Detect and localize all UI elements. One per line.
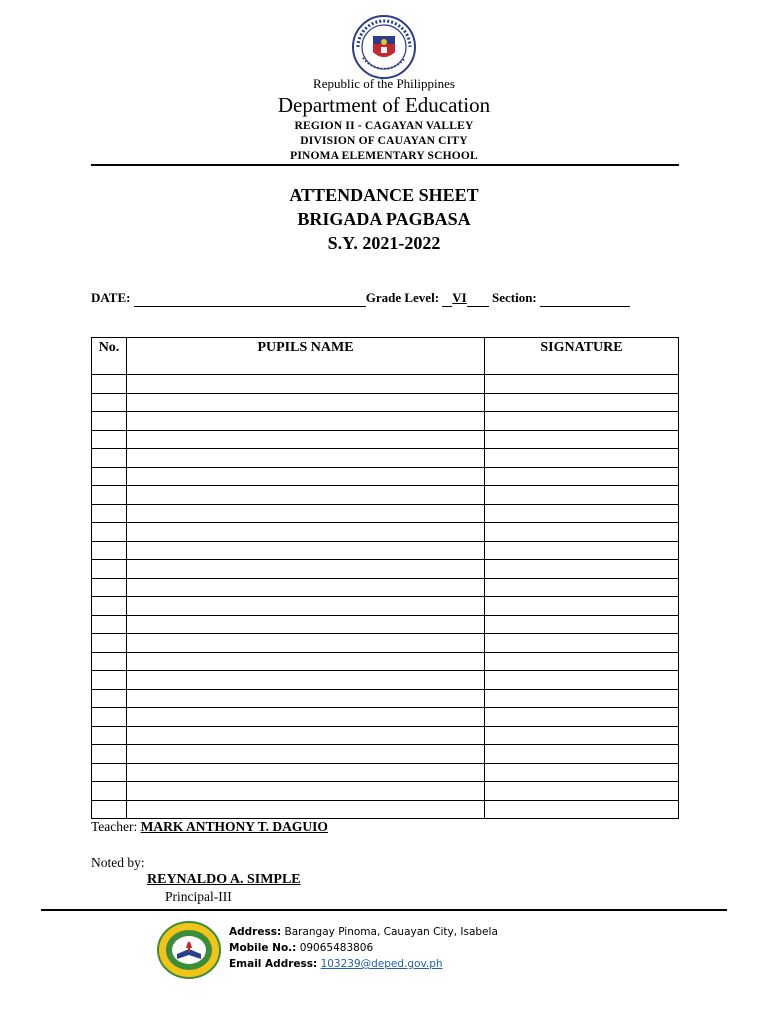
pupil-name-cell[interactable]	[127, 412, 485, 431]
no-cell[interactable]	[92, 634, 127, 653]
footer-email	[229, 958, 443, 970]
signature-cell[interactable]	[485, 726, 679, 745]
pupil-name-cell[interactable]	[127, 560, 485, 579]
no-cell[interactable]	[92, 541, 127, 560]
table-row	[92, 671, 679, 690]
attendance-table-body	[92, 375, 679, 819]
table-row	[92, 634, 679, 653]
table-row	[92, 726, 679, 745]
table-row	[92, 800, 679, 819]
form-fields-line	[91, 290, 630, 307]
program-title: BRIGADA PAGBASA	[297, 209, 471, 229]
no-cell[interactable]	[92, 449, 127, 468]
pupil-name-cell[interactable]	[127, 393, 485, 412]
signature-column-header: SIGNATURE	[485, 338, 679, 375]
signature-cell[interactable]	[485, 800, 679, 819]
grade-level-value[interactable]: VI	[452, 290, 467, 305]
mobile-label: Mobile No.:	[229, 942, 297, 954]
signature-cell[interactable]	[485, 689, 679, 708]
table-row	[92, 541, 679, 560]
no-cell[interactable]	[92, 800, 127, 819]
no-cell[interactable]	[92, 486, 127, 505]
signature-cell[interactable]	[485, 745, 679, 764]
signature-cell[interactable]	[485, 467, 679, 486]
header-divider	[91, 164, 679, 166]
no-cell[interactable]	[92, 412, 127, 431]
date-field[interactable]	[134, 290, 366, 307]
pupil-name-cell[interactable]	[127, 671, 485, 690]
table-row	[92, 449, 679, 468]
teacher-line	[91, 819, 328, 835]
teacher-name: MARK ANTHONY T. DAGUIO	[140, 819, 328, 834]
no-cell[interactable]	[92, 504, 127, 523]
grade-level-label: Grade Level:	[365, 290, 440, 305]
table-row	[92, 430, 679, 449]
teacher-label: Teacher:	[91, 819, 138, 834]
principal-title: Principal-III	[165, 889, 232, 904]
no-column-header: No.	[92, 338, 127, 375]
pupil-name-cell[interactable]	[127, 375, 485, 394]
footer-mobile	[229, 942, 373, 954]
table-row	[92, 708, 679, 727]
section-field[interactable]	[540, 290, 630, 307]
principal-name: REYNALDO A. SIMPLE	[147, 872, 301, 887]
no-cell[interactable]	[92, 597, 127, 616]
pupil-name-cell[interactable]	[127, 615, 485, 634]
table-row	[92, 615, 679, 634]
signature-cell[interactable]	[485, 615, 679, 634]
pupil-name-cell[interactable]	[127, 430, 485, 449]
email-link[interactable]: 103239@deped.gov.ph	[320, 958, 443, 970]
signature-cell[interactable]	[485, 782, 679, 801]
pupil-name-cell[interactable]	[127, 523, 485, 542]
date-label: DATE:	[91, 290, 131, 305]
signature-cell[interactable]	[485, 763, 679, 782]
no-cell[interactable]	[92, 393, 127, 412]
signature-cell[interactable]	[485, 560, 679, 579]
signature-cell[interactable]	[485, 597, 679, 616]
footer-address	[229, 926, 498, 938]
table-row	[92, 652, 679, 671]
signature-cell[interactable]	[485, 430, 679, 449]
signature-cell[interactable]	[485, 449, 679, 468]
table-header-row	[92, 338, 679, 375]
signature-cell[interactable]	[485, 393, 679, 412]
pupil-name-cell[interactable]	[127, 449, 485, 468]
pupil-name-cell[interactable]	[127, 745, 485, 764]
table-row	[92, 523, 679, 542]
no-cell[interactable]	[92, 375, 127, 394]
table-row	[92, 393, 679, 412]
pupil-name-cell[interactable]	[127, 486, 485, 505]
section-label: Section:	[491, 290, 537, 305]
table-row	[92, 745, 679, 764]
no-cell[interactable]	[92, 430, 127, 449]
signature-cell[interactable]	[485, 541, 679, 560]
school-logo	[157, 921, 221, 979]
noted-by-label: Noted by:	[91, 855, 145, 870]
school-year: S.Y. 2021-2022	[327, 233, 441, 253]
table-row	[92, 689, 679, 708]
table-row	[92, 763, 679, 782]
no-cell[interactable]	[92, 467, 127, 486]
signature-cell[interactable]	[485, 708, 679, 727]
pupil-name-cell[interactable]	[127, 782, 485, 801]
pupil-name-cell[interactable]	[127, 597, 485, 616]
republic-heading: Republic of the Philippines	[313, 76, 455, 91]
signature-cell[interactable]	[485, 671, 679, 690]
table-row	[92, 560, 679, 579]
region-heading: REGION II - CAGAYAN VALLEY	[294, 120, 474, 132]
pupil-name-cell[interactable]	[127, 578, 485, 597]
signature-cell[interactable]	[485, 634, 679, 653]
no-cell[interactable]	[92, 560, 127, 579]
school-heading: PINOMA ELEMENTARY SCHOOL	[290, 150, 478, 162]
deped-seal-logo	[351, 14, 417, 80]
footer-divider	[41, 909, 727, 911]
pupil-name-cell[interactable]	[127, 541, 485, 560]
signature-cell[interactable]	[485, 652, 679, 671]
pupil-name-cell[interactable]	[127, 467, 485, 486]
division-heading: DIVISION OF CAUAYAN CITY	[300, 135, 468, 147]
pupil-name-cell[interactable]	[127, 652, 485, 671]
no-cell[interactable]	[92, 689, 127, 708]
signature-cell[interactable]	[485, 504, 679, 523]
table-row	[92, 375, 679, 394]
table-row	[92, 782, 679, 801]
no-cell[interactable]	[92, 726, 127, 745]
pupil-name-cell[interactable]	[127, 763, 485, 782]
mobile-value: 09065483806	[299, 942, 374, 954]
signature-cell[interactable]	[485, 486, 679, 505]
no-cell[interactable]	[92, 671, 127, 690]
pupil-name-cell[interactable]	[127, 634, 485, 653]
no-cell[interactable]	[92, 615, 127, 634]
table-row	[92, 412, 679, 431]
no-cell[interactable]	[92, 652, 127, 671]
table-row	[92, 597, 679, 616]
table-row	[92, 467, 679, 486]
pupils-name-column-header: PUPILS NAME	[127, 338, 485, 375]
pupil-name-cell[interactable]	[127, 800, 485, 819]
signature-cell[interactable]	[485, 578, 679, 597]
signature-cell[interactable]	[485, 412, 679, 431]
no-cell[interactable]	[92, 763, 127, 782]
table-row	[92, 578, 679, 597]
department-heading: Department of Education	[277, 93, 491, 117]
address-label: Address:	[229, 926, 282, 938]
no-cell[interactable]	[92, 745, 127, 764]
attendance-table	[91, 337, 679, 819]
no-cell[interactable]	[92, 578, 127, 597]
sheet-title: ATTENDANCE SHEET	[289, 185, 479, 205]
email-label: Email Address:	[229, 958, 318, 970]
signature-cell[interactable]	[485, 523, 679, 542]
no-cell[interactable]	[92, 708, 127, 727]
no-cell[interactable]	[92, 782, 127, 801]
address-value: Barangay Pinoma, Cauayan City, Isabela	[284, 926, 498, 938]
table-row	[92, 504, 679, 523]
pupil-name-cell[interactable]	[127, 689, 485, 708]
pupil-name-cell[interactable]	[127, 726, 485, 745]
pupil-name-cell[interactable]	[127, 504, 485, 523]
no-cell[interactable]	[92, 523, 127, 542]
pupil-name-cell[interactable]	[127, 708, 485, 727]
table-row	[92, 486, 679, 505]
signature-cell[interactable]	[485, 375, 679, 394]
